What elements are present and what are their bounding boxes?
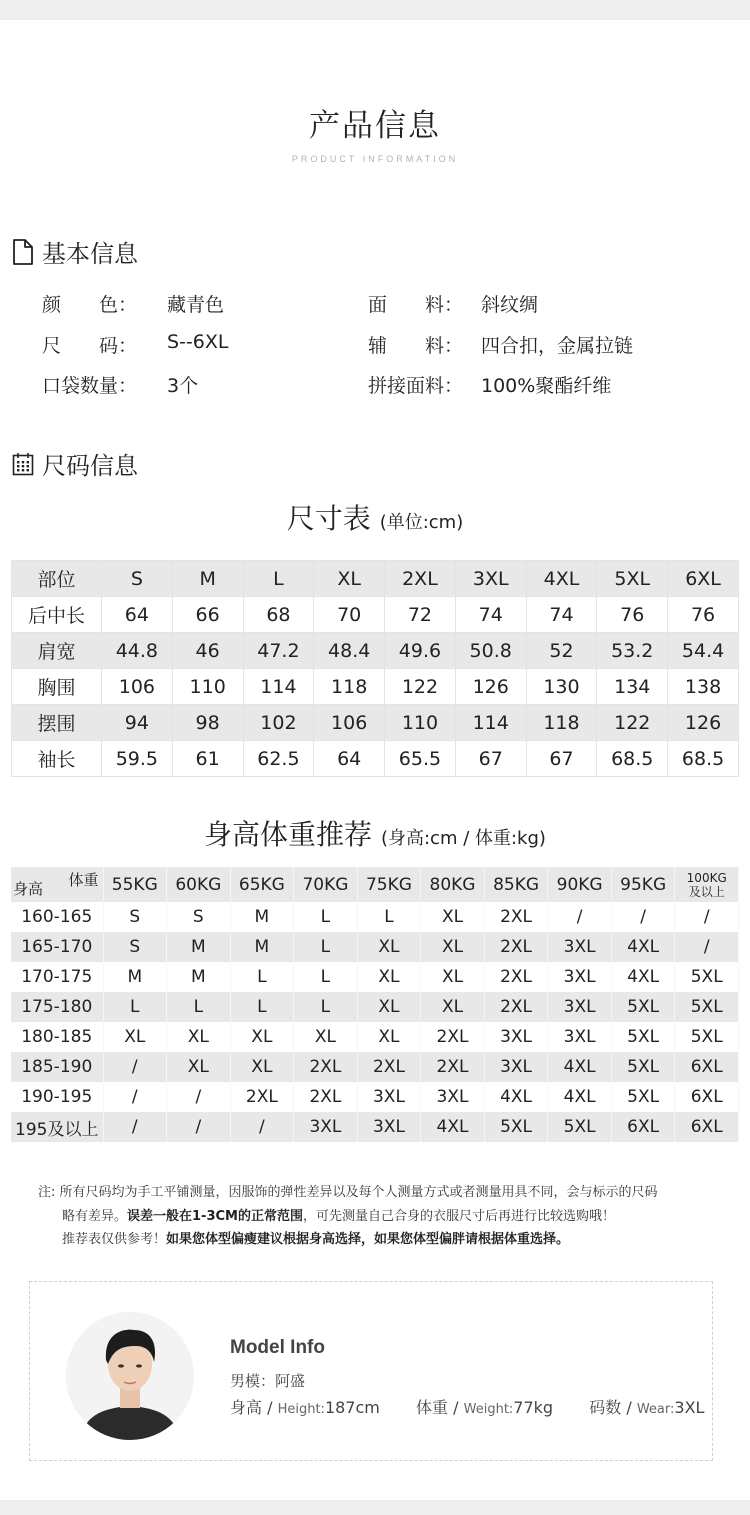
size-value-cell: 106 xyxy=(314,705,385,741)
recommend-size-cell: S xyxy=(167,902,231,932)
recommend-size-cell: M xyxy=(230,902,294,932)
note-line-1: 注: 所有尺码均为手工平铺测量，因服饰的弹性差异以及每个人测量方式或者测量用具不同，会与标示的尺码 xyxy=(38,1185,658,1200)
size-value-cell: 52 xyxy=(526,633,597,669)
recommend-size-cell: 5XL xyxy=(675,992,739,1022)
basic-label: 口袋数量： xyxy=(42,375,138,397)
size-value-cell: 50.8 xyxy=(455,633,526,669)
height-range-cell: 185-190 xyxy=(11,1052,103,1082)
recommend-table xyxy=(11,867,739,1142)
recommend-size-cell: 2XL xyxy=(484,962,548,992)
recommend-size-cell: L xyxy=(294,932,358,962)
recommend-size-cell: M xyxy=(167,932,231,962)
model-info-card xyxy=(29,1281,713,1461)
recommend-size-cell: 4XL xyxy=(421,1112,485,1142)
recommend-row xyxy=(11,902,739,932)
size-info-heading xyxy=(12,446,138,481)
weight-header-cell: 80KG xyxy=(421,867,485,902)
size-table-row xyxy=(12,633,739,669)
recommend-size-cell: 4XL xyxy=(548,1082,612,1112)
basic-label: 面 料： xyxy=(368,294,464,316)
recommend-size-cell: XL xyxy=(167,1022,231,1052)
size-value-cell: 70 xyxy=(314,597,385,633)
basic-value: 藏青色 xyxy=(167,294,225,316)
recommend-row xyxy=(11,1022,739,1052)
recommend-row xyxy=(11,962,739,992)
recommend-size-cell: XL xyxy=(421,992,485,1022)
size-header-cell: 2XL xyxy=(385,561,456,597)
size-value-cell: 74 xyxy=(526,597,597,633)
recommend-size-cell: 2XL xyxy=(484,932,548,962)
recommend-header xyxy=(11,867,739,902)
weight-header-line1: 100KG xyxy=(686,870,727,885)
weight-header-line2: 及以上 xyxy=(688,884,725,899)
note-line-3-bold: 如果您体型偏瘦建议根据身高选择，如果您体型偏胖请根据体重选择。 xyxy=(166,1232,570,1247)
recommend-size-cell: 3XL xyxy=(548,962,612,992)
size-value-cell: 126 xyxy=(455,669,526,705)
weight-header-cell: 65KG xyxy=(230,867,294,902)
size-value-cell: 61 xyxy=(172,741,243,777)
recommend-size-cell: 5XL xyxy=(611,1082,675,1112)
size-table-unit: (单位:cm) xyxy=(379,512,464,533)
top-bar xyxy=(0,0,750,20)
basic-label: 尺 码： xyxy=(42,335,138,357)
recommend-size-cell: M xyxy=(103,962,167,992)
recommend-size-cell: XL xyxy=(421,932,485,962)
size-en: Wear: xyxy=(636,1402,675,1417)
weight-en: Weight: xyxy=(463,1402,514,1417)
size-table-title xyxy=(0,497,750,537)
height-range-cell: 165-170 xyxy=(11,932,103,962)
size-value-cell: 106 xyxy=(102,669,173,705)
size-value-cell: 68 xyxy=(243,597,314,633)
note-line-2-plain: 略有差异。 xyxy=(62,1208,128,1224)
recommend-corner-cell xyxy=(11,867,103,902)
page-title: 产品信息 xyxy=(309,108,441,144)
recommend-size-cell: / xyxy=(230,1112,294,1142)
size-table-name: 尺寸表 xyxy=(286,502,371,535)
weight-header-cell: 90KG xyxy=(548,867,612,902)
basic-value: 100%聚酯纤维 xyxy=(481,375,612,397)
calendar-icon xyxy=(12,452,34,476)
height-label: 身高 / xyxy=(230,1398,278,1417)
recommend-size-cell: 2XL xyxy=(484,992,548,1022)
size-value-cell: 118 xyxy=(526,705,597,741)
recommend-size-cell: 5XL xyxy=(675,962,739,992)
size-value-cell: 54.4 xyxy=(668,633,739,669)
recommend-size-cell: / xyxy=(611,902,675,932)
model-name-value: 阿盛 xyxy=(275,1372,306,1390)
size-header-cell: L xyxy=(243,561,314,597)
recommend-name: 身高体重推荐 xyxy=(204,818,373,851)
corner-height-label: 身高 xyxy=(13,880,44,898)
recommend-size-cell: L xyxy=(294,962,358,992)
recommend-size-cell: XL xyxy=(357,992,421,1022)
recommend-size-cell: M xyxy=(167,962,231,992)
note-line-2-bold: 误差一般在1-3CM的正常范围 xyxy=(127,1208,303,1224)
size-part-cell: 肩宽 xyxy=(12,633,102,669)
recommend-size-cell: 3XL xyxy=(548,932,612,962)
recommend-size-cell: L xyxy=(167,992,231,1022)
basic-value: 3个 xyxy=(167,375,199,397)
recommend-size-cell: 5XL xyxy=(548,1112,612,1142)
size-value-cell: 53.2 xyxy=(597,633,668,669)
recommend-size-cell: XL xyxy=(294,1022,358,1052)
size-header-cell: 5XL xyxy=(597,561,668,597)
recommend-size-cell: 2XL xyxy=(294,1082,358,1112)
recommend-size-cell: / xyxy=(675,932,739,962)
size-value-cell: 68.5 xyxy=(597,741,668,777)
height-range-cell: 160-165 xyxy=(11,902,103,932)
size-value-cell: 64 xyxy=(314,741,385,777)
height-range-cell: 170-175 xyxy=(11,962,103,992)
weight-header-cell: 60KG xyxy=(167,867,231,902)
recommend-size-cell: 2XL xyxy=(294,1052,358,1082)
size-info-title: 尺码信息 xyxy=(42,452,138,480)
recommend-size-cell: XL xyxy=(230,1052,294,1082)
height-value: 187cm xyxy=(324,1398,380,1417)
basic-value: 四合扣，金属拉链 xyxy=(481,335,634,357)
recommend-size-cell: / xyxy=(103,1082,167,1112)
size-value-cell: 122 xyxy=(385,669,456,705)
size-value-cell: 72 xyxy=(385,597,456,633)
recommend-size-cell: / xyxy=(167,1112,231,1142)
size-label: 码数 / xyxy=(589,1398,637,1417)
size-value: 3XL xyxy=(674,1398,705,1417)
recommend-unit: (身高:cm / 体重:kg) xyxy=(380,828,546,849)
size-value-cell: 47.2 xyxy=(243,633,314,669)
size-table xyxy=(11,560,739,777)
height-range-cell: 195及以上 xyxy=(11,1112,103,1142)
model-stats xyxy=(230,1395,704,1418)
basic-value: S--6XL xyxy=(167,331,229,353)
model-name-label: 男模： xyxy=(230,1372,276,1390)
recommend-size-cell: 2XL xyxy=(421,1052,485,1082)
size-value-cell: 110 xyxy=(172,669,243,705)
note-line-2-tail: ，可先测量自己合身的衣服尺寸后再进行比较选购哦！ xyxy=(302,1208,615,1224)
note-line-3 xyxy=(38,1228,728,1252)
size-value-cell: 66 xyxy=(172,597,243,633)
size-value-cell: 98 xyxy=(172,705,243,741)
size-table-row xyxy=(12,669,739,705)
basic-value: 斜纹绸 xyxy=(481,294,539,316)
recommend-row xyxy=(11,992,739,1022)
size-value-cell: 67 xyxy=(526,741,597,777)
recommend-row xyxy=(11,1112,739,1142)
size-header-cell: 4XL xyxy=(526,561,597,597)
size-value-cell: 122 xyxy=(597,705,668,741)
basic-label: 颜 色： xyxy=(42,294,138,316)
recommend-size-cell: L xyxy=(103,992,167,1022)
size-value-cell: 130 xyxy=(526,669,597,705)
size-value-cell: 65.5 xyxy=(385,741,456,777)
weight-header-cell xyxy=(675,867,739,902)
size-value-cell: 59.5 xyxy=(102,741,173,777)
size-value-cell: 48.4 xyxy=(314,633,385,669)
size-value-cell: 102 xyxy=(243,705,314,741)
weight-header-cell: 75KG xyxy=(357,867,421,902)
size-value-cell: 114 xyxy=(243,669,314,705)
recommend-size-cell: 5XL xyxy=(611,1022,675,1052)
recommend-size-cell: 4XL xyxy=(484,1082,548,1112)
recommend-size-cell: / xyxy=(103,1112,167,1142)
size-value-cell: 138 xyxy=(668,669,739,705)
recommend-size-cell: 4XL xyxy=(611,932,675,962)
recommend-size-cell: L xyxy=(230,962,294,992)
recommend-size-cell: 6XL xyxy=(675,1052,739,1082)
recommend-size-cell: 3XL xyxy=(484,1022,548,1052)
weight-header-cell: 55KG xyxy=(103,867,167,902)
recommend-size-cell: / xyxy=(548,902,612,932)
weight-header-cell: 70KG xyxy=(294,867,358,902)
recommend-size-cell: 6XL xyxy=(611,1112,675,1142)
recommend-size-cell: XL xyxy=(357,932,421,962)
note-line-3-plain: 推荐表仅供参考！ xyxy=(62,1232,167,1247)
size-value-cell: 62.5 xyxy=(243,741,314,777)
recommend-size-cell: L xyxy=(230,992,294,1022)
recommend-size-cell: XL xyxy=(357,1022,421,1052)
size-header-cell: M xyxy=(172,561,243,597)
size-value-cell: 67 xyxy=(455,741,526,777)
size-table-row xyxy=(12,741,739,777)
size-value-cell: 76 xyxy=(668,597,739,633)
size-value-cell: 76 xyxy=(597,597,668,633)
recommend-size-cell: L xyxy=(357,902,421,932)
size-value-cell: 114 xyxy=(455,705,526,741)
recommend-size-cell: XL xyxy=(421,902,485,932)
size-value-cell: 118 xyxy=(314,669,385,705)
size-value-cell: 134 xyxy=(597,669,668,705)
recommend-size-cell: XL xyxy=(421,962,485,992)
size-part-cell: 后中长 xyxy=(12,597,102,633)
bottom-bar xyxy=(0,1500,750,1515)
recommend-size-cell: / xyxy=(167,1082,231,1112)
recommend-size-cell: 5XL xyxy=(675,1022,739,1052)
height-range-cell: 175-180 xyxy=(11,992,103,1022)
recommend-size-cell: 6XL xyxy=(675,1112,739,1142)
size-table-row xyxy=(12,597,739,633)
model-avatar xyxy=(66,1312,194,1440)
model-info-title: Model Info xyxy=(230,1337,325,1358)
corner-weight-label: 体重 xyxy=(68,871,99,889)
weight-header-cell: 85KG xyxy=(484,867,548,902)
recommend-row xyxy=(11,1052,739,1082)
recommend-size-cell: 3XL xyxy=(484,1052,548,1082)
height-range-cell: 180-185 xyxy=(11,1022,103,1052)
size-table-row xyxy=(12,705,739,741)
size-header-cell: 6XL xyxy=(668,561,739,597)
recommend-size-cell: S xyxy=(103,932,167,962)
size-value-cell: 46 xyxy=(172,633,243,669)
recommend-size-cell: 3XL xyxy=(357,1112,421,1142)
height-range-cell: 190-195 xyxy=(11,1082,103,1112)
size-header-cell: 3XL xyxy=(455,561,526,597)
size-value-cell: 110 xyxy=(385,705,456,741)
recommend-row xyxy=(11,1082,739,1112)
recommend-size-cell: 5XL xyxy=(611,992,675,1022)
recommend-row xyxy=(11,932,739,962)
recommend-size-cell: 2XL xyxy=(421,1022,485,1052)
recommend-size-cell: L xyxy=(294,902,358,932)
recommend-size-cell: 4XL xyxy=(611,962,675,992)
model-name xyxy=(230,1370,305,1391)
recommend-size-cell: / xyxy=(675,902,739,932)
document-icon xyxy=(12,239,34,265)
weight-label: 体重 / xyxy=(416,1398,464,1417)
recommend-size-cell: 3XL xyxy=(357,1082,421,1112)
size-value-cell: 74 xyxy=(455,597,526,633)
recommend-size-cell: 3XL xyxy=(421,1082,485,1112)
size-value-cell: 94 xyxy=(102,705,173,741)
recommend-size-cell: 5XL xyxy=(484,1112,548,1142)
recommend-size-cell: 2XL xyxy=(230,1082,294,1112)
recommend-size-cell: 4XL xyxy=(548,1052,612,1082)
size-header-cell: 部位 xyxy=(12,561,102,597)
recommend-size-cell: 6XL xyxy=(675,1082,739,1112)
recommend-size-cell: 3XL xyxy=(548,992,612,1022)
page-subtitle: PRODUCT INFORMATION xyxy=(291,154,459,164)
weight-header-cell: 95KG xyxy=(611,867,675,902)
recommend-size-cell: 2XL xyxy=(484,902,548,932)
recommend-title xyxy=(0,813,750,853)
basic-info-heading xyxy=(12,234,138,269)
recommend-size-cell: XL xyxy=(167,1052,231,1082)
size-header-cell: S xyxy=(102,561,173,597)
basic-label: 辅 料： xyxy=(368,335,464,357)
size-part-cell: 胸围 xyxy=(12,669,102,705)
basic-label: 拼接面料： xyxy=(368,375,464,397)
recommend-size-cell: XL xyxy=(230,1022,294,1052)
recommend-size-cell: XL xyxy=(103,1022,167,1052)
size-value-cell: 49.6 xyxy=(385,633,456,669)
size-value-cell: 126 xyxy=(668,705,739,741)
recommend-size-cell: M xyxy=(230,932,294,962)
recommend-size-cell: XL xyxy=(357,962,421,992)
recommend-size-cell: 3XL xyxy=(294,1112,358,1142)
weight-value: 77kg xyxy=(513,1398,554,1417)
size-table-header xyxy=(12,561,739,597)
recommend-size-cell: L xyxy=(294,992,358,1022)
height-en: Height: xyxy=(277,1402,325,1417)
size-header-cell: XL xyxy=(314,561,385,597)
size-value-cell: 68.5 xyxy=(668,741,739,777)
size-notes xyxy=(38,1181,728,1252)
note-line-2 xyxy=(38,1205,728,1229)
recommend-size-cell: 2XL xyxy=(357,1052,421,1082)
recommend-size-cell: S xyxy=(103,902,167,932)
basic-info-title: 基本信息 xyxy=(42,240,138,268)
size-part-cell: 袖长 xyxy=(12,741,102,777)
size-value-cell: 64 xyxy=(102,597,173,633)
size-part-cell: 摆围 xyxy=(12,705,102,741)
model-portrait-icon xyxy=(66,1312,194,1440)
size-value-cell: 44.8 xyxy=(102,633,173,669)
recommend-size-cell: 5XL xyxy=(611,1052,675,1082)
recommend-size-cell: / xyxy=(103,1052,167,1082)
recommend-size-cell: 3XL xyxy=(548,1022,612,1052)
